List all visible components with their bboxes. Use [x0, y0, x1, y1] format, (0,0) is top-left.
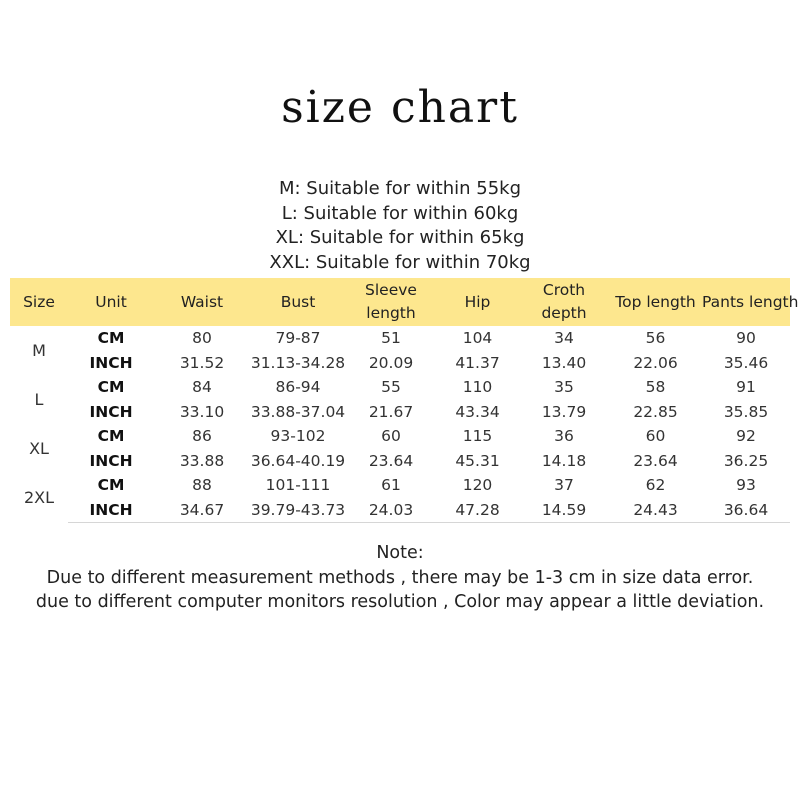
measurement-cell: 34	[554, 329, 574, 348]
measurement-cell: 34.67	[154, 498, 250, 523]
header-hip: Hip	[436, 278, 519, 326]
measurement-cell: 36	[554, 427, 574, 446]
fit-note-m: M: Suitable for within 55kg	[278, 178, 521, 199]
measurement-cell: 43.34	[455, 402, 500, 421]
unit-label: INCH	[89, 451, 133, 470]
table-row	[10, 400, 790, 425]
measurement-cell: 93-102	[270, 427, 326, 446]
measurement-cell: 86-94	[275, 378, 321, 397]
table-row	[10, 498, 790, 523]
table-body	[10, 326, 790, 523]
header-top-length: Top length	[609, 278, 702, 326]
measurement-cell: 13.79	[541, 402, 587, 421]
measurement-cell: 80	[192, 329, 212, 348]
measurement-cell: 58	[645, 378, 666, 397]
measurement-cell: 90	[736, 329, 756, 348]
measurement-cell: 86	[192, 427, 212, 446]
measurement-cell: 36.64	[702, 498, 790, 523]
measurement-cell: 101-111	[265, 476, 331, 495]
table-row	[10, 326, 790, 351]
measurement-cell: 91	[736, 378, 756, 397]
measurement-cell: 60	[645, 427, 666, 446]
header-croth-depth	[519, 278, 609, 326]
measurement-cell: 115	[462, 427, 493, 446]
header-unit: Unit	[68, 278, 154, 326]
header-pants-length: Pants length	[702, 278, 790, 326]
fit-note-l: L: Suitable for within 60kg	[281, 202, 519, 224]
measurement-cell: 51	[381, 329, 401, 348]
measurement-cell: 35.85	[723, 402, 769, 421]
measurement-cell: 60	[381, 427, 401, 446]
size-label: L	[34, 390, 44, 409]
measurement-cell: 120	[462, 476, 493, 495]
measurement-cell: 22.06	[633, 353, 678, 372]
measurement-cell: 24.03	[346, 498, 436, 523]
measurement-cell: 45.31	[455, 451, 500, 470]
page-title: size chart	[281, 82, 519, 133]
measurement-cell: 55	[381, 378, 401, 397]
measurement-cell: 13.40	[541, 353, 587, 372]
header-bust: Bust	[250, 278, 346, 326]
measurement-cell: 14.18	[541, 451, 587, 470]
measurement-cell: 33.10	[179, 402, 225, 421]
measurement-cell: 36.25	[723, 451, 769, 470]
header-size: Size	[10, 278, 68, 326]
fit-note-xxl: XXL: Suitable for within 70kg	[269, 251, 531, 273]
measurement-cell: 93	[736, 476, 756, 495]
measurement-cell: 35.46	[723, 353, 769, 372]
measurement-cell: 23.64	[633, 451, 678, 470]
measurement-cell: 39.79-43.73	[250, 498, 346, 523]
unit-label: CM	[97, 378, 125, 397]
measurement-cell: 79-87	[275, 329, 321, 348]
measurement-cell: 33.88	[179, 451, 225, 470]
unit-label: INCH	[68, 498, 154, 523]
note-line-2: due to different computer monitors resolution , Color may appear a little deviation.	[35, 592, 765, 612]
table-header-row	[10, 278, 790, 326]
table-row	[10, 375, 790, 400]
measurement-cell: 61	[381, 476, 401, 495]
measurement-cell: 31.52	[179, 353, 225, 372]
table-row	[10, 473, 790, 498]
header-sleeve-length	[346, 278, 436, 326]
measurement-cell: 14.59	[519, 498, 609, 523]
header-croth-depth-text: Croth depth	[541, 281, 587, 322]
fit-notes	[0, 177, 800, 275]
fit-note-xl: XL: Suitable for within 65kg	[275, 227, 525, 248]
measurement-cell: 23.64	[368, 451, 414, 470]
measurement-cell: 62	[645, 476, 666, 495]
header-waist: Waist	[154, 278, 250, 326]
measurement-cell: 104	[462, 329, 493, 348]
header-sleeve-length-text: Sleeve length	[365, 281, 417, 322]
measurement-cell: 47.28	[436, 498, 519, 523]
measurement-cell: 24.43	[609, 498, 702, 523]
size-table	[10, 278, 799, 523]
unit-label: CM	[97, 427, 125, 446]
note-line-1: Due to different measurement methods , there may be 1-3 cm in size data error.	[46, 567, 754, 588]
size-label: 2XL	[23, 488, 55, 508]
table-row	[10, 424, 790, 449]
measurement-cell: 21.67	[368, 402, 414, 421]
measurement-cell: 22.85	[633, 402, 678, 421]
size-label: M	[32, 341, 46, 360]
note-block	[0, 541, 800, 615]
table-row	[10, 449, 790, 474]
measurement-cell: 20.09	[368, 353, 414, 372]
unit-label: CM	[97, 329, 125, 348]
table-row	[10, 351, 790, 376]
measurement-cell: 37	[554, 476, 574, 495]
measurement-cell: 41.37	[455, 353, 500, 372]
measurement-cell: 56	[645, 329, 666, 348]
note-heading: Note:	[376, 543, 424, 563]
measurement-cell: 31.13-34.28	[250, 353, 346, 372]
measurement-cell: 35	[554, 378, 574, 397]
measurement-cell: 33.88-37.04	[250, 402, 346, 421]
measurement-cell: 88	[192, 476, 212, 495]
unit-label: CM	[97, 476, 125, 495]
size-label: XL	[29, 439, 49, 458]
measurement-cell: 92	[736, 427, 756, 446]
measurement-cell: 36.64-40.19	[250, 451, 346, 470]
unit-label: INCH	[89, 402, 133, 421]
measurement-cell: 110	[462, 378, 493, 397]
measurement-cell: 84	[192, 378, 212, 397]
unit-label: INCH	[89, 353, 133, 372]
